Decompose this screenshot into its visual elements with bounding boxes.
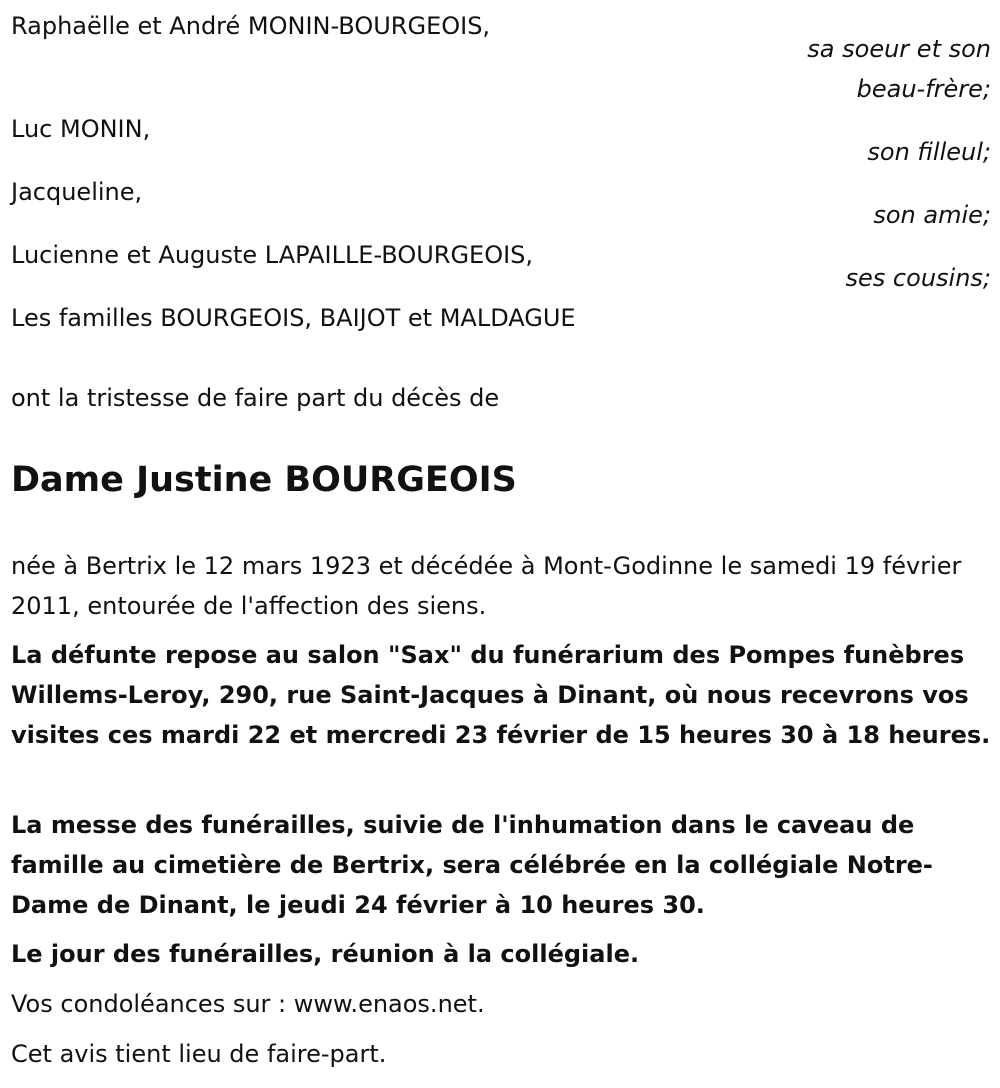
condolences-paragraph: Vos condoléances sur : www.enaos.net. xyxy=(11,990,485,1018)
meeting-paragraph: Le jour des funérailles, réunion à la collégiale. xyxy=(11,940,640,968)
obituary-notice xyxy=(11,0,991,1088)
notice-paragraph: Cet avis tient lieu de faire-part. xyxy=(11,1040,387,1068)
family-name-2: Luc MONIN, xyxy=(11,115,151,143)
family-name-5: Les familles BOURGEOIS, BAIJOT et MALDAGUE xyxy=(11,304,576,332)
visitation-paragraph: La défunte repose au salon "Sax" du funérarium des Pompes funèbres Willems-Leroy, 290, rue Saint-Jacques à Dinant, où nous recevrons vos visites ces mardi 22 et mercredi 23 février de 15 heures 30 à 18 heures. xyxy=(11,641,991,749)
funeral-paragraph: La messe des funérailles, suivie de l'inhumation dans le caveau de famille au cimetière de Bertrix, sera célébrée en la collégiale Notre-Dame de Dinant, le jeudi 24 février à 10 heures 30. xyxy=(11,811,933,919)
relation-1-line-2: beau-frère; xyxy=(856,75,991,103)
relation-3: son amie; xyxy=(873,201,991,229)
family-name-3: Jacqueline, xyxy=(11,178,143,206)
relation-2: son filleul; xyxy=(867,138,991,166)
deceased-name: Dame Justine BOURGEOIS xyxy=(11,460,517,500)
relation-1-line-1: sa soeur et son xyxy=(807,35,991,63)
family-name-1: Raphaëlle et André MONIN-BOURGEOIS, xyxy=(11,12,491,40)
relation-4: ses cousins; xyxy=(845,264,991,292)
announcement: ont la tristesse de faire part du décès de xyxy=(11,384,500,412)
birth-death-paragraph: née à Bertrix le 12 mars 1923 et décédée à Mont-Godinne le samedi 19 février 2011, entourée de l'affection des siens. xyxy=(11,552,962,620)
family-name-4: Lucienne et Auguste LAPAILLE-BOURGEOIS, xyxy=(11,241,534,269)
